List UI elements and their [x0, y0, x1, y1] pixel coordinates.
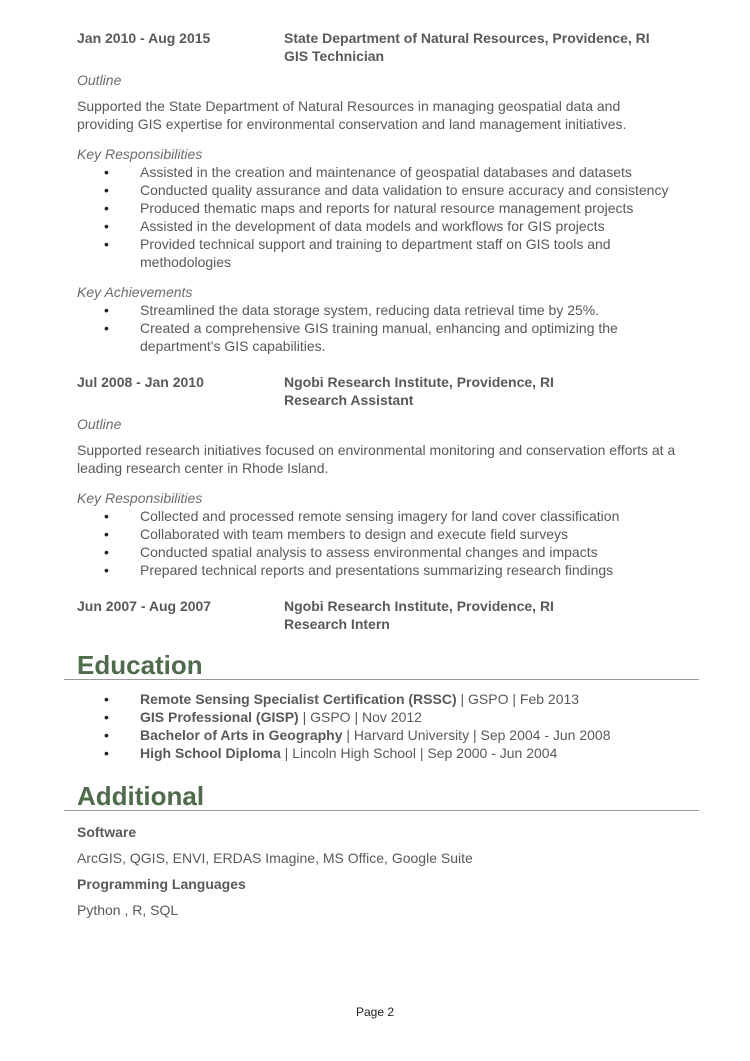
additional-heading: Additional — [64, 782, 699, 811]
job-role: Research Intern — [284, 616, 390, 632]
education-name: Remote Sensing Specialist Certification (RSSC) — [140, 691, 457, 707]
job-employer: State Department of Natural Resources, Providence, RI — [284, 30, 650, 46]
page-number: Page 2 — [355, 1005, 395, 1019]
education-name: GIS Professional (GISP) — [140, 709, 299, 725]
education-details: | GSPO | Nov 2012 — [298, 709, 422, 725]
education-item — [77, 726, 677, 744]
job-employer: Ngobi Research Institute, Providence, RI — [284, 598, 554, 614]
achievements-list — [77, 301, 677, 355]
education-list — [77, 690, 677, 762]
responsibilities-label: Key Responsibilities — [77, 146, 203, 162]
education-name: Bachelor of Arts in Geography — [140, 727, 343, 743]
list-item: • Created a comprehensive GIS training manual, enhancing and optimizing the department's GIS capabilities. — [77, 319, 677, 355]
education-details: | Harvard University | Sep 2004 - Jun 2008 — [342, 727, 611, 743]
job-outline: Supported research initiatives focused on environmental monitoring and conservation efforts at a leading research center in Rhode Island. — [77, 442, 676, 476]
education-heading: Education — [64, 651, 699, 680]
job-header — [77, 597, 677, 633]
list-item: • Collaborated with team members to design and execute field surveys — [77, 525, 677, 543]
software-label: Software — [77, 824, 137, 840]
job-employer: Ngobi Research Institute, Providence, RI — [284, 374, 554, 390]
list-item: • Assisted in the creation and maintenance of geospatial databases and datasets — [77, 163, 677, 181]
education-item — [77, 690, 677, 708]
education-item — [77, 744, 677, 762]
job-role: Research Assistant — [284, 392, 414, 408]
software-list: ArcGIS, QGIS, ENVI, ERDAS Imagine, MS Office, Google Suite — [77, 850, 473, 866]
list-item: • Provided technical support and training to department staff on GIS tools and methodologies — [77, 235, 677, 271]
education-item — [77, 708, 677, 726]
list-item: • Collected and processed remote sensing imagery for land cover classification — [77, 507, 677, 525]
programming-label: Programming Languages — [77, 876, 246, 892]
job-info — [284, 597, 677, 633]
achievements-label: Key Achievements — [77, 284, 193, 300]
job-header — [77, 373, 677, 409]
list-item: • Streamlined the data storage system, reducing data retrieval time by 25%. — [77, 301, 677, 319]
list-item: • Prepared technical reports and presentations summarizing research findings — [77, 561, 677, 579]
education-name: High School Diploma — [140, 745, 281, 761]
list-item: • Produced thematic maps and reports for natural resource management projects — [77, 199, 677, 217]
list-item: • Assisted in the development of data models and workflows for GIS projects — [77, 217, 677, 235]
job-outline: Supported the State Department of Natural Resources in managing geospatial data and providing GIS expertise for environmental conservation and land management initiatives. — [77, 98, 627, 132]
job-header — [77, 29, 677, 65]
job-entry — [77, 597, 677, 633]
job-info — [284, 29, 677, 65]
job-info — [284, 373, 677, 409]
job-entry — [77, 29, 677, 355]
resume-content — [77, 29, 677, 919]
job-dates: Jun 2007 - Aug 2007 — [77, 598, 212, 614]
list-item: • Conducted spatial analysis to assess environmental changes and impacts — [77, 543, 677, 561]
responsibilities-list — [77, 163, 677, 271]
job-entry — [77, 373, 677, 579]
job-dates: Jul 2008 - Jan 2010 — [77, 374, 204, 390]
list-item: • Conducted quality assurance and data validation to ensure accuracy and consistency — [77, 181, 677, 199]
education-details: | Lincoln High School | Sep 2000 - Jun 2004 — [280, 745, 558, 761]
responsibilities-list — [77, 507, 677, 579]
responsibilities-label: Key Responsibilities — [77, 490, 203, 506]
job-role: GIS Technician — [284, 48, 385, 64]
outline-label: Outline — [77, 416, 122, 432]
outline-label: Outline — [77, 72, 122, 88]
education-details: | GSPO | Feb 2013 — [456, 691, 580, 707]
programming-list: Python , R, SQL — [77, 902, 179, 918]
job-dates: Jan 2010 - Aug 2015 — [77, 30, 211, 46]
